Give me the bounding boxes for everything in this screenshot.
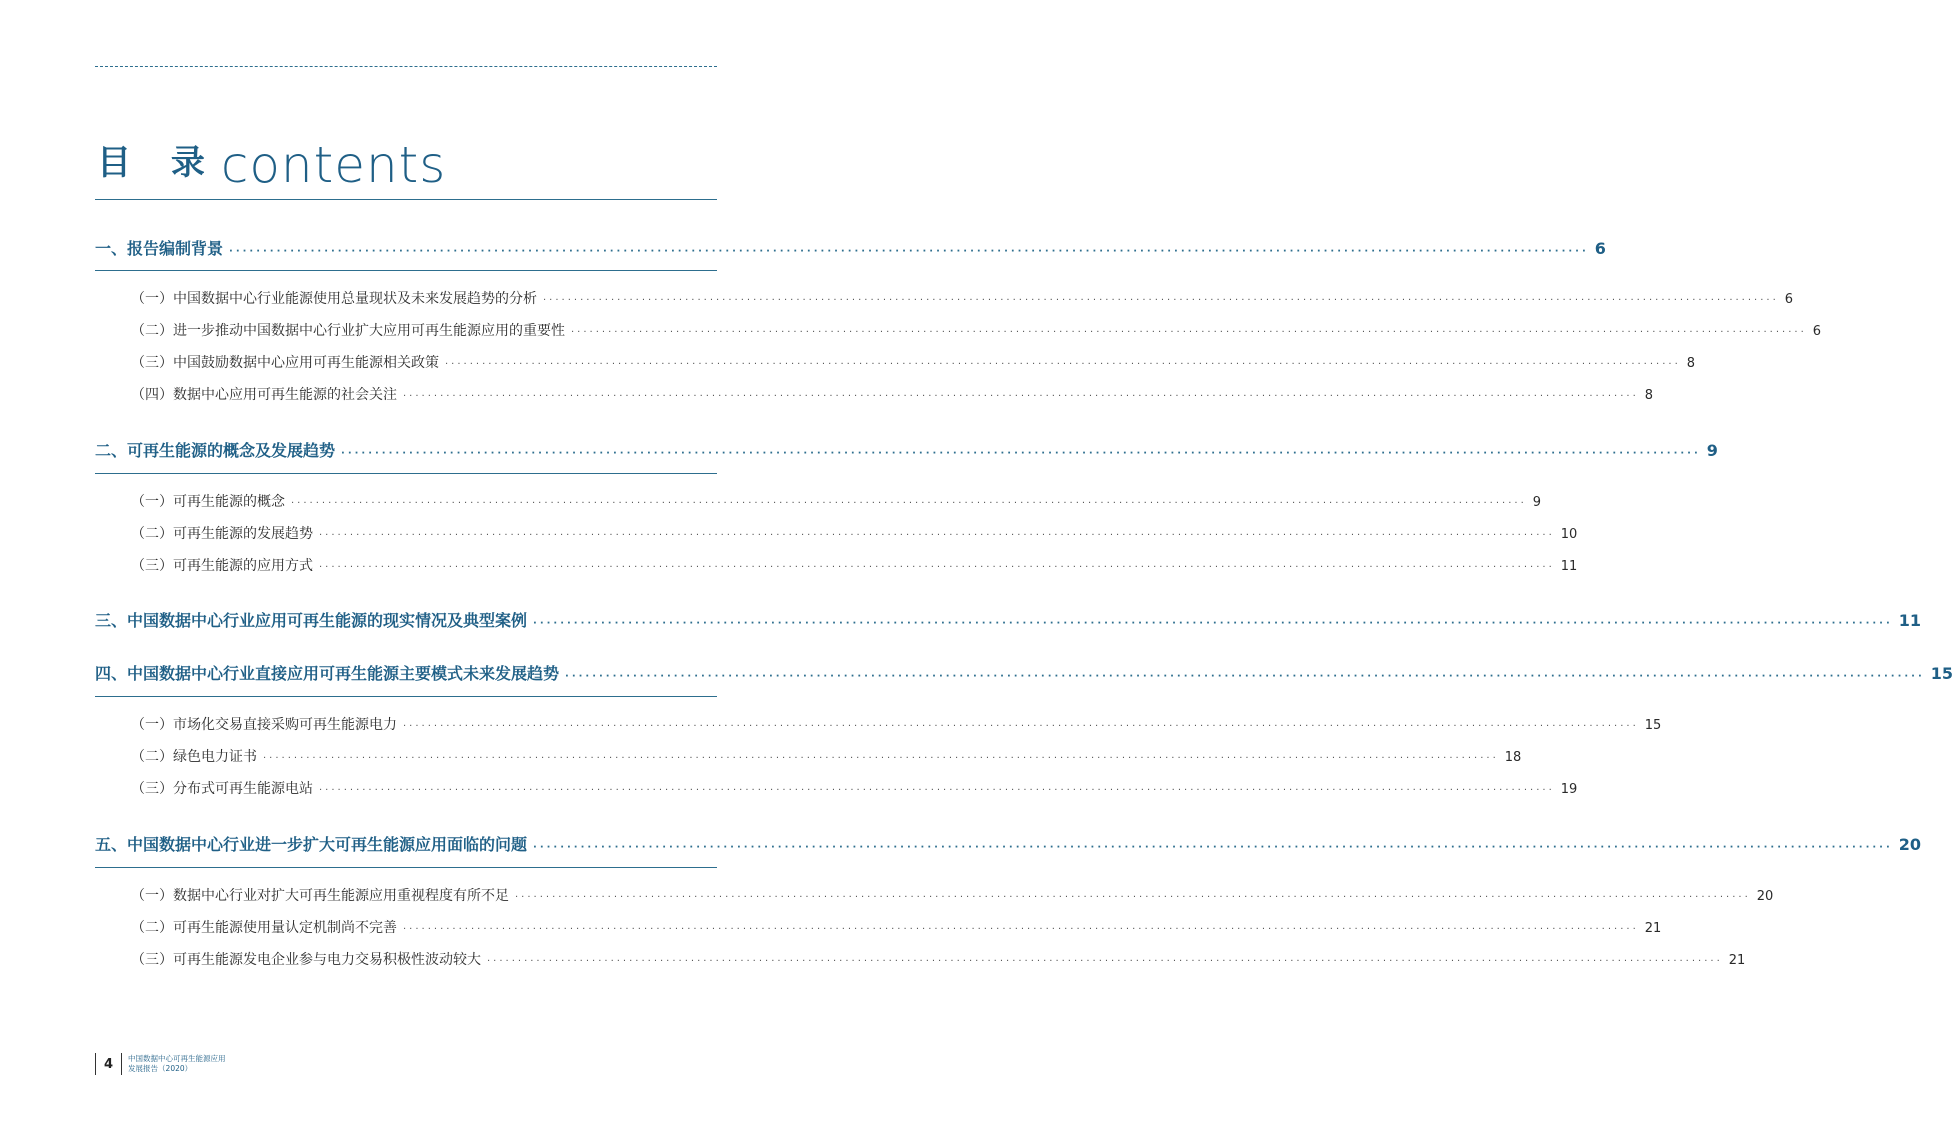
footer-report-title — [128, 1054, 226, 1074]
footer — [95, 1052, 226, 1076]
toc-subsection-entry[interactable] — [95, 491, 1542, 511]
toc-leader-dots: ········································································································································································································ — [445, 359, 1681, 370]
toc-entry-label: 三、中国数据中心行业应用可再生能源的现实情况及典型案例 — [95, 611, 528, 630]
footer-page-number: 4 — [104, 1056, 114, 1072]
toc-entry-page: 11 — [1898, 611, 1922, 630]
footer-report-title-line1: 中国数据中心可再生能源应用 — [128, 1054, 226, 1063]
toc-entry-page: 9 — [1706, 441, 1718, 460]
toc-leader-dots: ········································································································································································································ — [515, 892, 1751, 903]
toc-entry-label: 五、中国数据中心行业进一步扩大可再生能源应用面临的问题 — [95, 835, 528, 854]
toc-subsection-entry[interactable] — [95, 746, 1522, 766]
toc-leader-dots: ········································································································································································································ — [543, 295, 1779, 306]
section-rule — [95, 473, 717, 474]
toc-subsection-entry[interactable] — [95, 714, 1662, 734]
toc-leader-dots: ········································································································································································································ — [403, 391, 1639, 402]
toc-leader-dots: ········································································································································································································ — [403, 721, 1639, 732]
toc-section-entry[interactable] — [95, 661, 1953, 684]
toc-entry-page: 8 — [1644, 388, 1654, 403]
footer-divider — [95, 1053, 96, 1075]
toc-entry-label: （三）可再生能源的应用方式 — [131, 558, 313, 574]
toc-subsection-entry[interactable] — [95, 885, 1774, 905]
toc-entry-label: （三）中国鼓励数据中心应用可再生能源相关政策 — [131, 355, 439, 371]
toc-leader-dots: ········································································································································································································ — [291, 498, 1527, 509]
toc-entry-page: 21 — [1728, 953, 1746, 968]
toc-section-entry[interactable] — [95, 236, 1606, 259]
toc-entry-label: （一）数据中心行业对扩大可再生能源应用重视程度有所不足 — [131, 888, 509, 904]
title-english: contents — [220, 136, 447, 194]
section-rule — [95, 270, 717, 271]
toc-leader-dots: ········································································································································································································ — [487, 956, 1723, 967]
toc-subsection-entry[interactable] — [95, 949, 1746, 969]
toc-entry-page: 15 — [1930, 664, 1953, 683]
toc-entry-page: 6 — [1594, 239, 1606, 258]
toc-entry-page: 6 — [1812, 324, 1822, 339]
toc-leader-dots: ········································································································································································································ — [319, 785, 1555, 796]
toc-entry-page: 20 — [1756, 889, 1774, 904]
toc-entry-page: 8 — [1686, 356, 1696, 371]
toc-subsection-entry[interactable] — [95, 778, 1578, 798]
toc-leader-dots: ········································································································································································································ — [341, 448, 1701, 459]
toc-entry-page: 10 — [1560, 527, 1578, 542]
toc-entry-page: 11 — [1560, 559, 1578, 574]
toc-entry-page: 19 — [1560, 782, 1578, 797]
toc-entry-page: 6 — [1784, 292, 1794, 307]
toc-entry-label: （二）绿色电力证书 — [131, 749, 257, 765]
title-rule — [95, 199, 717, 200]
toc-subsection-entry[interactable] — [95, 917, 1662, 937]
toc-entry-page: 18 — [1504, 750, 1522, 765]
toc-leader-dots: ········································································································································································································ — [571, 327, 1807, 338]
toc-entry-label: （二）可再生能源的发展趋势 — [131, 526, 313, 542]
toc-section-entry[interactable] — [95, 832, 1922, 855]
toc-entry-label: （一）中国数据中心行业能源使用总量现状及未来发展趋势的分析 — [131, 291, 537, 307]
footer-divider — [121, 1053, 122, 1075]
toc-entry-label: 四、中国数据中心行业直接应用可再生能源主要模式未来发展趋势 — [95, 664, 560, 683]
toc-leader-dots: ········································································································································································································ — [533, 618, 1893, 629]
toc-entry-label: （三）可再生能源发电企业参与电力交易积极性波动较大 — [131, 952, 481, 968]
toc-subsection-entry[interactable] — [95, 523, 1578, 543]
toc-entry-page: 20 — [1898, 835, 1922, 854]
title-chinese: 目 录 — [97, 143, 219, 183]
toc-entry-label: （一）市场化交易直接采购可再生能源电力 — [131, 717, 397, 733]
toc-entry-label: （一）可再生能源的概念 — [131, 494, 285, 510]
toc-entry-label: 二、可再生能源的概念及发展趋势 — [95, 441, 336, 460]
toc-subsection-entry[interactable] — [95, 288, 1794, 308]
toc-subsection-entry[interactable] — [95, 320, 1822, 340]
toc-subsection-entry[interactable] — [95, 352, 1696, 372]
toc-leader-dots: ········································································································································································································ — [533, 842, 1893, 853]
toc-leader-dots: ········································································································································································································ — [403, 924, 1639, 935]
toc-entry-label: （二）进一步推动中国数据中心行业扩大应用可再生能源应用的重要性 — [131, 323, 565, 339]
section-rule — [95, 867, 717, 868]
toc-section-entry[interactable] — [95, 608, 1922, 631]
toc-leader-dots: ········································································································································································································ — [229, 246, 1589, 257]
toc-leader-dots: ········································································································································································································ — [319, 562, 1555, 573]
toc-leader-dots: ········································································································································································································ — [319, 530, 1555, 541]
toc-subsection-entry[interactable] — [95, 555, 1578, 575]
section-rule — [95, 696, 717, 697]
top-dashed-rule — [95, 66, 717, 67]
toc-entry-page: 15 — [1644, 718, 1662, 733]
toc-subsection-entry[interactable] — [95, 384, 1654, 404]
footer-report-title-line2: 发展报告（2020） — [128, 1064, 193, 1073]
toc-entry-label: （四）数据中心应用可再生能源的社会关注 — [131, 387, 397, 403]
toc-entry-page: 9 — [1532, 495, 1542, 510]
toc-entry-label: （二）可再生能源使用量认定机制尚不完善 — [131, 920, 397, 936]
toc-entry-label: （三）分布式可再生能源电站 — [131, 781, 313, 797]
toc-entry-label: 一、报告编制背景 — [95, 239, 224, 258]
toc-leader-dots: ········································································································································································································ — [263, 753, 1499, 764]
page-title — [97, 130, 447, 194]
toc-leader-dots: ········································································································································································································ — [565, 671, 1925, 682]
toc-section-entry[interactable] — [95, 438, 1718, 461]
toc-entry-page: 21 — [1644, 921, 1662, 936]
